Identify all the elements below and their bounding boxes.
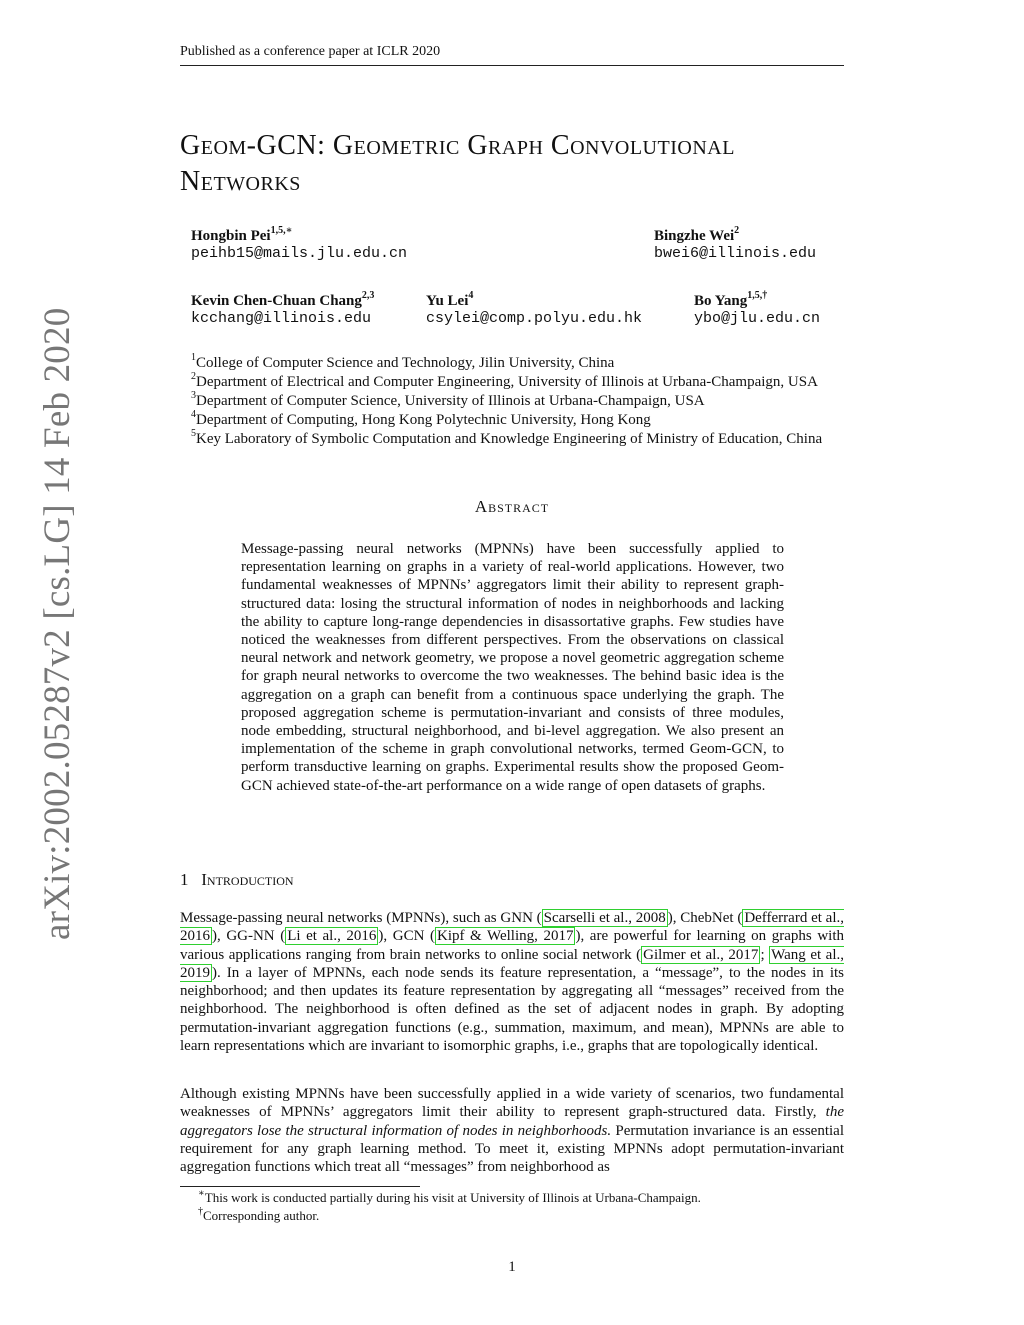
affiliation-item <box>191 411 911 430</box>
affiliation-item <box>191 354 911 373</box>
title-line-1: Geom-GCN: Geometric Graph Convolutional <box>180 130 735 161</box>
running-header: Published as a conference paper at ICLR 2020 <box>180 44 441 59</box>
affiliation-text: Key Laboratory of Symbolic Computation and Knowledge Engineering of Ministry of Education, China <box>196 431 823 447</box>
author-name: Hongbin Pei <box>191 228 271 244</box>
citation-link[interactable]: Gilmer et al., 2017 <box>643 946 759 963</box>
affiliation-number: 5 <box>191 428 196 439</box>
author-block <box>694 290 821 327</box>
author-name: Bingzhe Wei <box>654 228 735 244</box>
affiliation-item <box>191 373 911 392</box>
section-heading-introduction <box>180 870 294 890</box>
affiliation-text: College of Computer Science and Technology, Jilin University, China <box>196 355 615 371</box>
intro-paragraph-2 <box>180 1085 844 1176</box>
section-title: Introduction <box>201 870 294 889</box>
author-email: peihb15@mails.jlu.edu.cn <box>191 245 408 262</box>
author-affil-sup: 1,5,† <box>747 290 768 301</box>
footnote <box>198 1187 701 1206</box>
affiliation-number: 4 <box>191 409 196 420</box>
arxiv-stamp: arXiv:2002.05287v2 [cs.LG] 14 Feb 2020 <box>37 307 78 940</box>
author-block <box>191 290 375 327</box>
paragraph-text: ), GCN ( <box>378 928 435 945</box>
citation-link[interactable]: Defferrard et al., 2016 <box>180 910 844 945</box>
paragraph-text: ), ChebNet ( <box>667 910 743 926</box>
author-affil-sup: 1,5,∗ <box>270 225 293 236</box>
intro-paragraph-1 <box>180 909 844 1055</box>
paragraph-text: ), are powerful for learning on graphs with various applications ranging from brain networks to online social network ( <box>180 928 844 963</box>
affiliation-text: Department of Computer Science, University of Illinois at Urbana-Champaign, USA <box>196 393 705 409</box>
paragraph-text: ). In a layer of MPNNs, each node sends its feature representation, a “message”, to the nodes in its neighborhood; and then updates its feature representation by aggregating all “messages” received from the neighborhood. The neighborhood is often defined as the set of adjacent nodes in graph. By adopting permutation-invariant aggregation functions (e.g., summation, maximum, and mean), MPNNs are able to learn representations which are invariant to isomorphic graphs, i.e., graphs that are topologically identical. <box>180 964 844 1055</box>
citation-link[interactable]: Wang et al., 2019 <box>180 946 845 981</box>
author-block <box>191 225 408 262</box>
author-affil-sup: 2 <box>734 225 740 236</box>
paragraph-text: ), GG-NN ( <box>212 928 286 945</box>
affiliation-item <box>191 430 911 449</box>
author-block <box>654 225 817 262</box>
paragraph-text: Although existing MPNNs have been successfully applied in a wide variety of scenarios, two fundamental weaknesses of MPNNs’ aggregators limit their ability to represent graph-structured data. Firstly, <box>180 1086 844 1121</box>
title-line-2: Networks <box>180 166 301 197</box>
footnote-mark: † <box>198 1205 203 1217</box>
author-name: Bo Yang <box>694 293 748 309</box>
author-affil-sup: 4 <box>468 290 474 301</box>
affiliation-number: 1 <box>191 352 196 363</box>
paragraph-text: ; <box>760 946 770 963</box>
abstract-body: Message-passing neural networks (MPNNs) have been successfully applied to representation learning on graphs in a variety of real-world applications. However, two fundamental weaknesses of MPNNs’ aggregators limit their ability to represent graph-structured data: losing the structural information of nodes in neighborhoods and lacking the ability to capture long-range dependencies in disassortative graphs. Few studies have noticed the weaknesses from different perspectives. From the observations on classical neural network and network geometry, we propose a novel geometric aggregation scheme for graph neural networks to overcome the two weaknesses. The behind basic idea is the aggregation on a graph can benefit from a continuous space underlying the graph. The proposed aggregation scheme is permutation-invariant and consists of three modules, node embedding, structural neighborhood, and bi-level aggregation. We also present an implementation of the scheme in graph convolutional networks, termed Geom-GCN, to perform transductive learning on graphs. Experimental results show the proposed Geom-GCN achieved state-of-the-art performance on a wide range of open datasets of graphs. <box>241 541 784 794</box>
author-email: ybo@jlu.edu.cn <box>694 310 821 327</box>
footnote <box>198 1205 320 1224</box>
citation-link[interactable]: Scarselli et al., 2008 <box>543 910 666 926</box>
affiliation-text: Department of Electrical and Computer Engineering, University of Illinois at Urbana-Champaign, USA <box>196 374 818 390</box>
author-block <box>426 290 643 327</box>
page-number: 1 <box>508 1259 516 1275</box>
affiliation-number: 3 <box>191 390 196 401</box>
section-number: 1 <box>180 870 189 889</box>
footnote-mark: ∗ <box>198 1187 205 1199</box>
author-email: csylei@comp.polyu.edu.hk <box>426 310 643 327</box>
author-name: Yu Lei <box>426 293 469 309</box>
author-email: bwei6@illinois.edu <box>654 245 817 262</box>
footnote-text: Corresponding author. <box>203 1208 320 1223</box>
citation-link[interactable]: Kipf & Welling, 2017 <box>436 928 574 945</box>
footnote-text: This work is conducted partially during his visit at University of Illinois at Urbana-Champaign. <box>204 1190 701 1205</box>
abstract-heading: Abstract <box>474 497 550 516</box>
header-rule <box>180 65 844 66</box>
citation-link[interactable]: Li et al., 2016 <box>287 928 377 945</box>
footnote-rule <box>180 1186 420 1187</box>
affiliation-item <box>191 392 911 411</box>
paragraph-text: Permutation invariance is an essential requirement for any graph learning method. To meet it, existing MPNNs adopt permutation-invariant aggregation functions which treat all “messages” from neighborhood as <box>180 1122 844 1176</box>
paragraph-text: Message-passing neural networks (MPNNs), such as GNN ( <box>180 910 542 926</box>
affiliation-number: 2 <box>191 371 196 382</box>
affiliation-list <box>191 354 911 449</box>
author-affil-sup: 2,3 <box>361 290 375 301</box>
affiliation-text: Department of Computing, Hong Kong Polytechnic University, Hong Kong <box>196 412 651 428</box>
author-name: Kevin Chen-Chuan Chang <box>191 293 362 309</box>
paper-title <box>180 128 860 200</box>
emphasized-text: the aggregators lose the structural information of nodes in neighborhoods. <box>180 1104 844 1139</box>
author-email: kcchang@illinois.edu <box>191 310 372 327</box>
